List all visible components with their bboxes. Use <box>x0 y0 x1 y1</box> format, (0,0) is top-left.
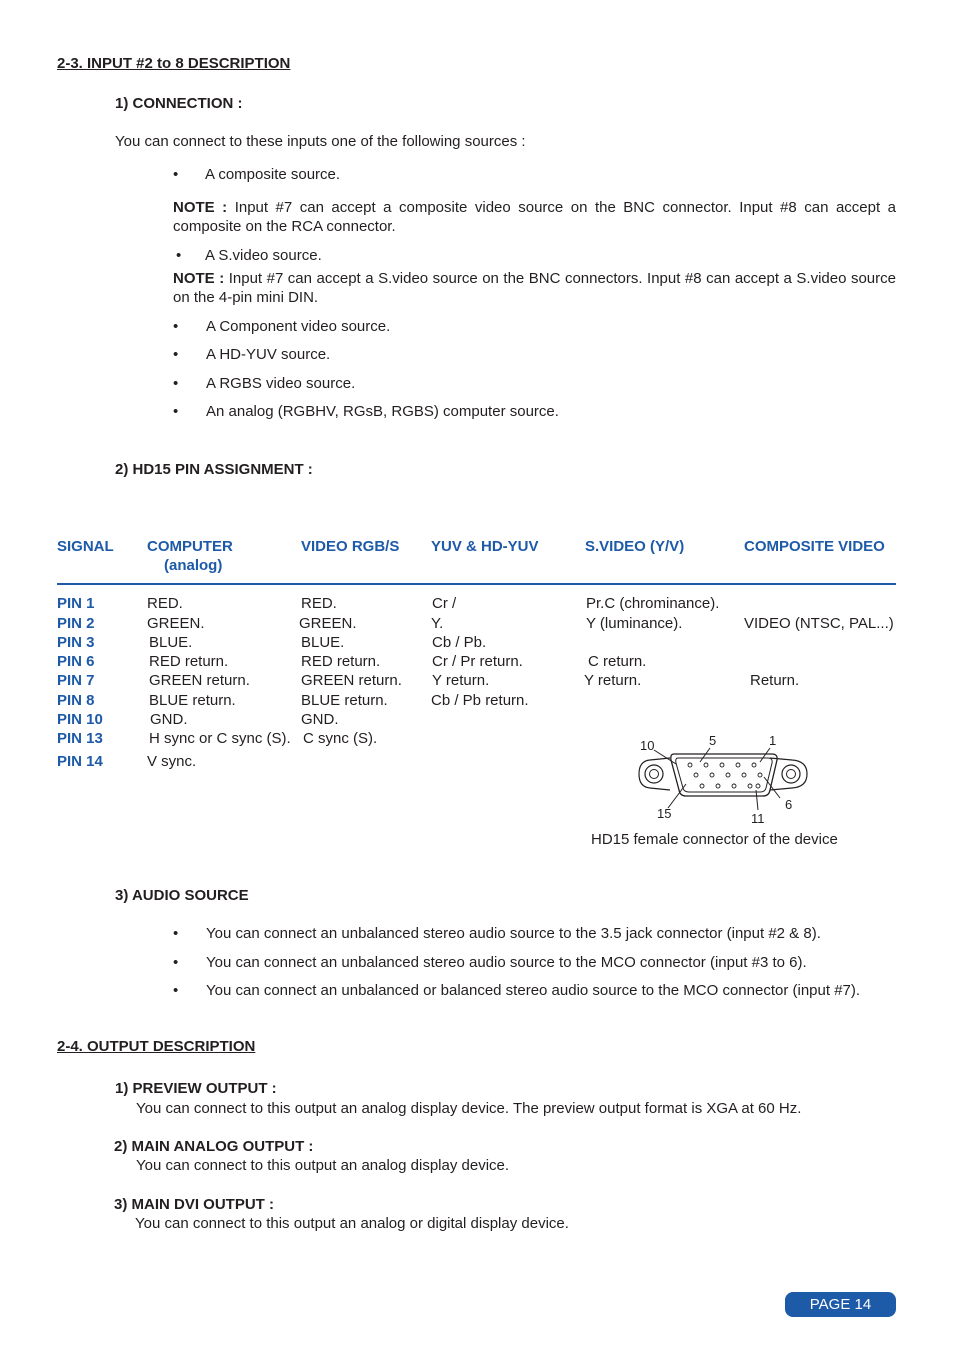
connection-bullet-composite: A composite source. <box>205 166 341 183</box>
cell-rgbs: GREEN. <box>299 615 357 632</box>
cell-computer: GREEN. <box>147 615 205 632</box>
connector-right-screw-inner <box>787 770 796 779</box>
cell-yuv: Cb / Pb return. <box>431 692 529 709</box>
pin-label-11: 11 <box>751 811 765 826</box>
pin-label: PIN 1 <box>57 595 95 612</box>
note-svideo <box>173 269 896 307</box>
pin-label: PIN 8 <box>57 692 95 709</box>
connector-left-screw-inner <box>650 770 659 779</box>
cell-rgbs: C sync (S). <box>303 730 378 747</box>
section-2-4-title: 2-4. OUTPUT DESCRIPTION <box>57 1038 256 1055</box>
col-header-composite: COMPOSITE VIDEO <box>744 538 885 555</box>
connection-intro: You can connect to these inputs one of the following sources : <box>115 133 526 150</box>
cell-rgbs: GND. <box>301 711 339 728</box>
cell-svideo: Y (luminance). <box>586 615 683 632</box>
pin-label-15: 15 <box>657 806 672 821</box>
bullet-dot: • <box>173 166 179 183</box>
cell-yuv: Y return. <box>432 672 490 689</box>
connector-left-ear <box>639 758 670 790</box>
cell-rgbs: BLUE. <box>301 634 345 651</box>
pin-label: PIN 6 <box>57 653 95 670</box>
bullet-dot: • <box>173 982 179 999</box>
cell-rgbs: BLUE return. <box>301 692 388 709</box>
bullet-dot: • <box>173 375 179 392</box>
audio-bullet-jack: You can connect an unbalanced stereo audio source to the 3.5 jack connector (input #2 & 8). <box>206 925 821 942</box>
cell-computer: GND. <box>150 711 188 728</box>
bullet-dot: • <box>176 247 182 264</box>
pin-label-5: 5 <box>709 733 717 748</box>
note-text: Input #7 can accept a composite video source on the BNC connector. Input #8 can accept a composite on the RCA connector. <box>173 199 896 235</box>
note-text: Input #7 can accept a S.video source on the BNC connectors. Input #8 can accept a S.video source on the 4-pin mini DIN. <box>173 270 896 306</box>
audio-heading: 3) AUDIO SOURCE <box>115 887 249 904</box>
connection-heading: 1) CONNECTION : <box>115 95 243 112</box>
bullet-dot: • <box>173 346 179 363</box>
cell-rgbs: RED. <box>301 595 337 612</box>
note-composite <box>173 198 896 236</box>
note-label: NOTE : <box>173 270 225 287</box>
col-header-computer-sub: (analog) <box>164 557 223 574</box>
cell-svideo: Pr.C (chrominance). <box>586 595 720 612</box>
connector-pin-row-2 <box>694 773 762 777</box>
hd15-heading: 2) HD15 PIN ASSIGNMENT : <box>115 461 313 478</box>
connection-bullet-computer: An analog (RGBHV, RGsB, RGBS) computer source. <box>206 403 559 420</box>
pin-label: PIN 14 <box>57 753 103 770</box>
preview-output-heading: 1) PREVIEW OUTPUT : <box>115 1080 277 1097</box>
pin-label: PIN 7 <box>57 672 95 689</box>
pin-label: PIN 3 <box>57 634 95 651</box>
note-label: NOTE : <box>173 199 228 216</box>
main-analog-output-heading: 2) MAIN ANALOG OUTPUT : <box>114 1138 314 1155</box>
preview-output-text: You can connect to this output an analog display device. The preview output format is XGA at 60 Hz. <box>136 1100 802 1117</box>
audio-bullet-mco-unbalanced: You can connect an unbalanced stereo audio source to the MCO connector (input #3 to 6). <box>206 954 807 971</box>
connector-left-screw-outer <box>645 765 663 783</box>
pin-label: PIN 13 <box>57 730 103 747</box>
col-header-yuv: YUV & HD-YUV <box>431 538 539 555</box>
cell-yuv: Y. <box>431 615 444 632</box>
bullet-dot: • <box>173 318 179 335</box>
col-header-signal: SIGNAL <box>57 538 114 555</box>
cell-composite: Return. <box>750 672 800 689</box>
audio-bullet-mco-balanced: You can connect an unbalanced or balanced stereo audio source to the MCO connector (input #7). <box>206 982 861 999</box>
main-dvi-output-heading: 3) MAIN DVI OUTPUT : <box>114 1196 274 1213</box>
connection-bullet-rgbs: A RGBS video source. <box>206 375 356 392</box>
connection-bullet-component: A Component video source. <box>206 318 391 335</box>
pin-label-1: 1 <box>769 733 777 748</box>
hd15-connector-diagram <box>630 728 820 828</box>
connection-bullet-svideo: A S.video source. <box>205 247 322 264</box>
bullet-dot: • <box>173 925 179 942</box>
connector-right-screw-outer <box>782 765 800 783</box>
cell-svideo: Y return. <box>584 672 642 689</box>
bullet-dot: • <box>173 954 179 971</box>
pin-label-10: 10 <box>640 738 655 753</box>
pin-label-6: 6 <box>785 797 793 812</box>
connector-pin-pointers <box>654 748 780 810</box>
bullet-dot: • <box>173 403 179 420</box>
table-header-divider <box>57 583 896 585</box>
cell-computer: BLUE. <box>149 634 193 651</box>
cell-computer: RED. <box>147 595 183 612</box>
main-analog-output-text: You can connect to this output an analog display device. <box>136 1157 510 1174</box>
cell-computer: BLUE return. <box>149 692 236 709</box>
cell-svideo: C return. <box>588 653 647 670</box>
cell-computer: V sync. <box>147 753 197 770</box>
cell-yuv: Cb / Pb. <box>432 634 487 651</box>
connector-caption: HD15 female connector of the device <box>591 831 838 848</box>
connection-bullet-hdyuv: A HD-YUV source. <box>206 346 331 363</box>
cell-yuv: Cr / <box>432 595 457 612</box>
col-header-video-rgbs: VIDEO RGB/S <box>301 538 400 555</box>
connector-right-ear <box>770 758 807 790</box>
page-number-badge <box>785 1292 896 1317</box>
col-header-computer: COMPUTER <box>147 538 233 555</box>
cell-composite: VIDEO (NTSC, PAL...) <box>744 615 894 632</box>
cell-rgbs: GREEN return. <box>301 672 402 689</box>
page-number-label: PAGE 14 <box>809 1296 872 1313</box>
cell-yuv: Cr / Pr return. <box>432 653 523 670</box>
pin-label: PIN 2 <box>57 615 95 632</box>
col-header-svideo: S.VIDEO (Y/V) <box>585 538 685 555</box>
cell-computer: GREEN return. <box>149 672 250 689</box>
cell-computer: RED return. <box>149 653 229 670</box>
cell-computer: H sync or C sync (S). <box>149 730 291 747</box>
section-2-3-title: 2-3. INPUT #2 to 8 DESCRIPTION <box>57 55 291 72</box>
connector-pin-row-3 <box>700 784 760 788</box>
main-dvi-output-text: You can connect to this output an analog or digital display device. <box>135 1215 569 1232</box>
pin-label: PIN 10 <box>57 711 103 728</box>
connector-pin-row-1 <box>688 763 756 767</box>
cell-rgbs: RED return. <box>301 653 381 670</box>
